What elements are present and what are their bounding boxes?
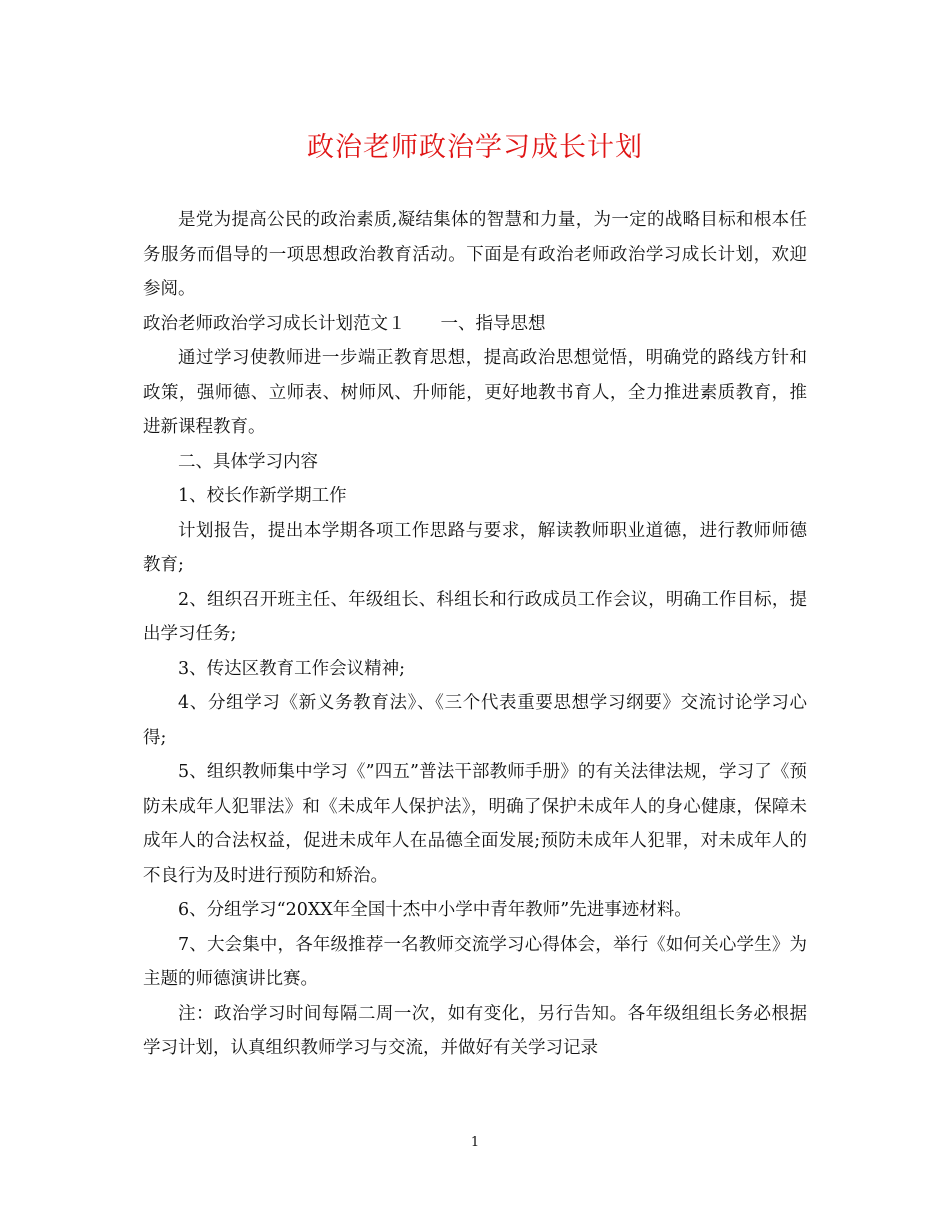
- list-item-4: 4、分组学习《新义务教育法》、《三个代表重要思想学习纲要》交流讨论学习心得;: [143, 693, 807, 748]
- document-body: [143, 203, 807, 1066]
- list-item-1-heading: 1、校长作新学期工作: [178, 486, 347, 506]
- list-item-7: 7、大会集中，各年级推荐一名教师交流学习心得体会，举行《如何关心学生》为主题的师德演讲比赛。: [143, 934, 807, 989]
- page-number: 1: [470, 1135, 480, 1150]
- list-item-2: 2、组织召开班主任、年级组长、科组长和行政成员工作会议，明确工作目标，提出学习任务;: [143, 589, 807, 644]
- list-item-3: 3、传达区教育工作会议精神;: [178, 658, 406, 679]
- list-item-6: 6、分组学习“20XX年全国十杰中小学中青年教师”先进事迹材料。: [178, 900, 692, 920]
- note-paragraph: 注：政治学习时间每隔二周一次，如有变化，另行告知。各年级组组长务必根据学习计划，认真组织教师学习与交流，并做好有关学习记录: [143, 1003, 807, 1058]
- document-title: 政治老师政治学习成长计划: [307, 132, 643, 163]
- intro-paragraph: 是党为提高公民的政治素质,凝结集体的智慧和力量，为一定的战略目标和根本任务服务而倡导的一项思想政治教育活动。下面是有政治老师政治学习成长计划，欢迎参阅。: [143, 210, 807, 299]
- section-heading-study-content: 二、具体学习内容: [178, 451, 318, 472]
- list-item-5: 5、组织教师集中学习《”四五”普法干部教师手册》的有关法律法规，学习了《预防未成年人犯罪法》和《未成年人保护法》，明确了保护未成年人的身心健康，保障未成年人的合法权益，促进未成年人在品德全面发展;预防未成年人犯罪，对未成年人的不良行为及时进行预防和矫治。: [143, 762, 807, 886]
- list-item-1-body: 计划报告，提出本学期各项工作思路与要求，解读教师职业道德，进行教师师德教育;: [143, 520, 807, 575]
- guiding-thought-paragraph: 通过学习使教师进一步端正教育思想，提高政治思想觉悟，明确党的路线方针和政策，强师德、立师表、树师风、升师能，更好地教书育人，全力推进素质教育，推进新课程教育。: [143, 348, 807, 437]
- section-heading-sample-1: 政治老师政治学习成长计划范文１ 一、指导思想: [143, 313, 546, 334]
